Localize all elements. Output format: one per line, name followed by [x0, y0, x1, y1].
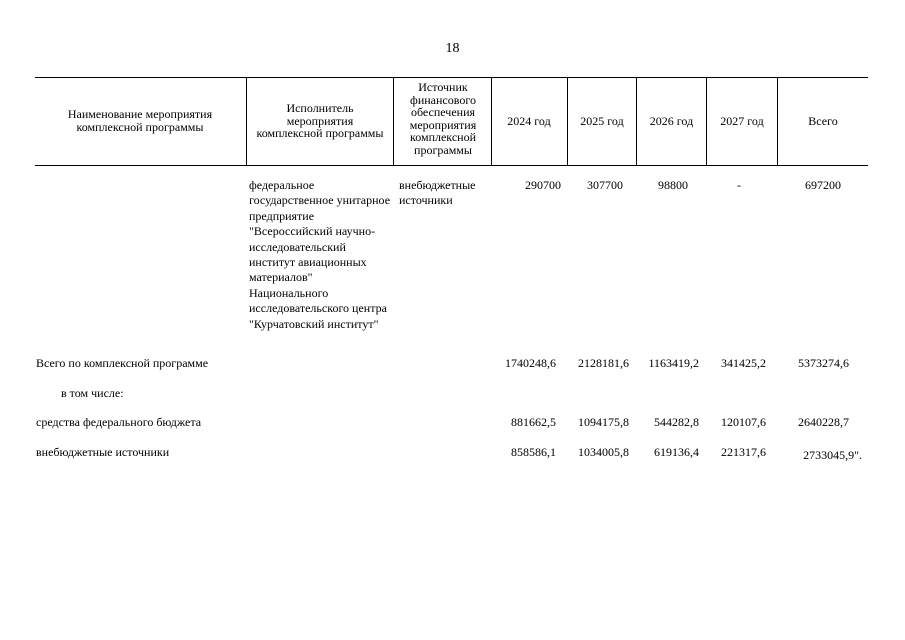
- column-divider: [491, 77, 492, 165]
- summary-federal-2025: 1094175,8: [578, 415, 629, 429]
- header-2027: 2027 год: [720, 114, 764, 128]
- summary-total-2025: 2128181,6: [578, 356, 629, 370]
- summary-federal-2024: 881662,5: [511, 415, 556, 429]
- entry-2027: -: [737, 178, 741, 192]
- entry-2026: 98800: [658, 178, 688, 192]
- summary-total-all: 5373274,6: [798, 356, 849, 370]
- summary-federal-label: средства федерального бюджета: [36, 415, 202, 429]
- summary-total-2024: 1740248,6: [505, 356, 556, 370]
- entry-2025: 307700: [587, 178, 623, 192]
- closing-quote-mark: ".: [854, 448, 862, 462]
- column-divider: [393, 77, 394, 165]
- header-name: Наименование мероприятия комплексной программы: [67, 107, 213, 134]
- summary-offbudget-2027: 221317,6: [721, 445, 766, 459]
- summary-federal-2027: 120107,6: [721, 415, 766, 429]
- column-divider: [246, 77, 247, 165]
- summary-federal-2026: 544282,8: [654, 415, 699, 429]
- entry-2024: 290700: [525, 178, 561, 192]
- table-top-rule: [35, 77, 868, 78]
- including-label: в том числе:: [61, 386, 124, 400]
- entry-executor: федеральное государственное унитарное предприятие "Всероссийский научно-исследовательский институт авиационных материалов" Национального исследовательского центра "Курчатовский институт": [249, 178, 391, 331]
- header-total: Всего: [808, 114, 838, 128]
- summary-offbudget-total: [803, 448, 862, 463]
- header-executor: Исполнитель мероприятия комплексной программы: [256, 101, 384, 141]
- summary-total-2027: 341425,2: [721, 356, 766, 370]
- summary-offbudget-label: внебюджетные источники: [36, 445, 170, 459]
- header-bottom-rule: [35, 165, 868, 166]
- summary-offbudget-2024: 858586,1: [511, 445, 556, 459]
- summary-total-label: Всего по комплексной программе: [36, 356, 209, 370]
- summary-federal-total: 2640228,7: [798, 415, 849, 429]
- entry-source: внебюджетные источники: [399, 178, 476, 208]
- header-2024: 2024 год: [507, 114, 551, 128]
- summary-offbudget-2025: 1034005,8: [578, 445, 629, 459]
- summary-offbudget-2026: 619136,4: [654, 445, 699, 459]
- header-2026: 2026 год: [649, 114, 694, 128]
- entry-total: 697200: [805, 178, 841, 192]
- summary-total-2026: 1163419,2: [648, 356, 699, 370]
- page-number: 18: [445, 41, 460, 56]
- header-source: Источник финансового обеспечения мероприятия комплексной программы: [409, 80, 477, 157]
- summary-offbudget-total-value: 2733045,9: [803, 448, 855, 462]
- header-2025: 2025 год: [580, 114, 624, 128]
